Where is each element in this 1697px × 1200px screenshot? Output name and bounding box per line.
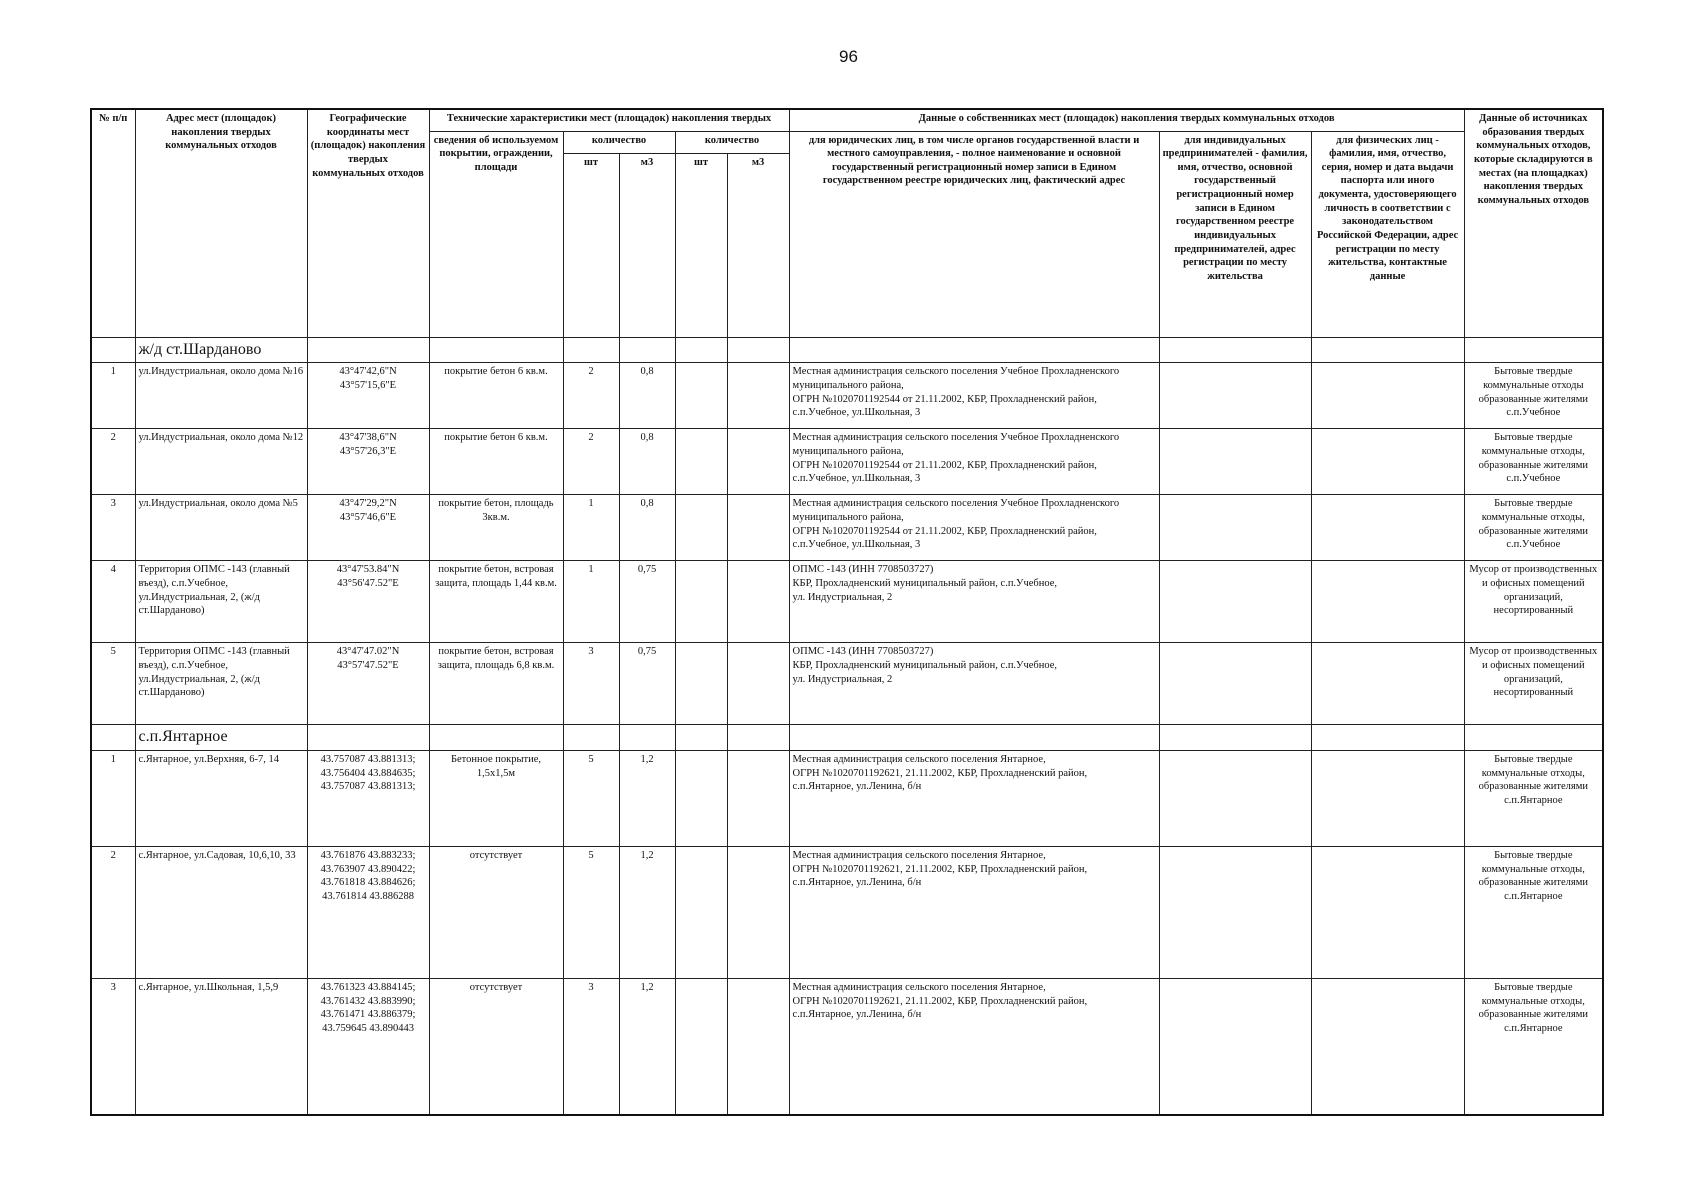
qty-sht2-cell (675, 363, 727, 429)
legal-owner-cell: Местная администрация сельского поселения Янтарное, ОГРН №1020701192621, 21.11.2002, КБР, Прохладненский район, с.п.Янтарное, ул.Ленина, б/н (789, 979, 1159, 1115)
table-row (91, 495, 1603, 561)
header-ip: для индивидуальных предпринимателей - фамилия, имя, отчество, основной государственный регистрационный номер записи в Едином государственном реестре индивидуальных предпринимателей, адрес регистрации по месту жительства (1159, 131, 1311, 337)
qty-m3-cell: 0,8 (619, 429, 675, 495)
legal-owner-cell: Местная администрация сельского поселения Янтарное, ОГРН №1020701192621, 21.11.2002, КБР, Прохладненский район, с.п.Янтарное, ул.Ленина, б/н (789, 751, 1159, 847)
table-row (91, 979, 1603, 1115)
section-empty-cell (563, 725, 619, 751)
qty-sht2-cell (675, 495, 727, 561)
qty-sht2-cell (675, 979, 727, 1115)
phys-owner-cell (1311, 847, 1464, 979)
table-row (91, 429, 1603, 495)
address-cell: Территория ОПМС -143 (главный въезд), с.п.Учебное, ул.Индустриальная, 2, (ж/д ст.Шарданово) (135, 561, 307, 643)
ip-owner-cell (1159, 495, 1311, 561)
address-cell: ул.Индустриальная, около дома №5 (135, 495, 307, 561)
qty-m3-cell: 0,8 (619, 363, 675, 429)
qty-sht-cell: 1 (563, 561, 619, 643)
table-row (91, 847, 1603, 979)
qty-m3-cell: 1,2 (619, 751, 675, 847)
qty-m3-2-cell (727, 643, 789, 725)
section-empty-cell (307, 725, 429, 751)
address-cell: ул.Индустриальная, около дома №12 (135, 429, 307, 495)
qty-sht-cell: 3 (563, 643, 619, 725)
header-tech: Технические характеристики мест (площадок) накопления твердых (429, 109, 789, 131)
ip-owner-cell (1159, 751, 1311, 847)
coords-cell: 43.761323 43.884145; 43.761432 43.883990; 43.761471 43.886379; 43.759645 43.890443 (307, 979, 429, 1115)
table-row (91, 561, 1603, 643)
qty-sht2-cell (675, 643, 727, 725)
header-surface: сведения об используемом покрытии, ограждении, площади (429, 131, 563, 337)
header-m3-2: м3 (727, 153, 789, 337)
table-body (91, 337, 1603, 1115)
surface-cell: покрытие бетон, встровая защита, площадь 6,8 кв.м. (429, 643, 563, 725)
coords-cell: 43°47'53.84"N 43°56'47.52"E (307, 561, 429, 643)
section-empty-cell (563, 337, 619, 363)
header-phys: для физических лиц - фамилия, имя, отчество, серия, номер и дата выдачи паспорта или иного документа, удостоверяющего личность в соответствии с законодательством Российской Федерации, адрес регистрации по месту жительства, контактные данные (1311, 131, 1464, 337)
header-m3: м3 (619, 153, 675, 337)
surface-cell: покрытие бетон, встровая защита, площадь 1,44 кв.м. (429, 561, 563, 643)
header-qty-placed: количество (563, 131, 675, 153)
legal-owner-cell: ОПМС -143 (ИНН 7708503727) КБР, Прохладненский муниципальный район, с.п.Учебное, ул. Индустриальная, 2 (789, 643, 1159, 725)
row-number: 1 (91, 751, 135, 847)
row-number: 2 (91, 429, 135, 495)
qty-m3-2-cell (727, 751, 789, 847)
ip-owner-cell (1159, 643, 1311, 725)
legal-owner-cell: Местная администрация сельского поселения Янтарное, ОГРН №1020701192621, 21.11.2002, КБР, Прохладненский район, с.п.Янтарное, ул.Ленина, б/н (789, 847, 1159, 979)
qty-m3-2-cell (727, 363, 789, 429)
qty-sht2-cell (675, 847, 727, 979)
phys-owner-cell (1311, 495, 1464, 561)
section-title: ж/д ст.Шарданово (135, 337, 307, 363)
legal-owner-cell: Местная администрация сельского поселения Учебное Прохладненского муниципального района, ОГРН №1020701192544 от 21.11.2002, КБР, Прохладненский район, с.п.Учебное, ул.Школьная, 3 (789, 363, 1159, 429)
source-cell: Мусор от производственных и офисных помещений организаций, несортированный (1464, 643, 1603, 725)
section-empty-cell (1311, 725, 1464, 751)
section-header-row (91, 337, 1603, 363)
section-empty-cell (619, 337, 675, 363)
legal-owner-cell: Местная администрация сельского поселения Учебное Прохладненского муниципального района, ОГРН №1020701192544 от 21.11.2002, КБР, Прохладненский район, с.п.Учебное, ул.Школьная, 3 (789, 495, 1159, 561)
surface-cell: отсутствует (429, 847, 563, 979)
header-legal: для юридических лиц, в том числе органов государственной власти и местного самоуправления, - полное наименование и основной государственный регистрационный номер записи в Едином государственном реестре юридических лиц, фактический адрес (789, 131, 1159, 337)
address-cell: Территория ОПМС -143 (главный въезд), с.п.Учебное, ул.Индустриальная, 2, (ж/д ст.Шарданово) (135, 643, 307, 725)
ip-owner-cell (1159, 561, 1311, 643)
qty-m3-cell: 0,8 (619, 495, 675, 561)
address-cell: с.Янтарное, ул.Садовая, 10,6,10, 33 (135, 847, 307, 979)
address-cell: ул.Индустриальная, около дома №16 (135, 363, 307, 429)
source-cell: Бытовые твердые коммунальные отходы образованные жителями с.п.Учебное (1464, 363, 1603, 429)
waste-sites-register-table (90, 108, 1604, 1116)
section-empty-cell (789, 337, 1159, 363)
phys-owner-cell (1311, 429, 1464, 495)
address-cell: с.Янтарное, ул.Школьная, 1,5,9 (135, 979, 307, 1115)
section-header-row (91, 725, 1603, 751)
section-empty-cell (619, 725, 675, 751)
header-sht: шт (563, 153, 619, 337)
section-empty-cell (91, 725, 135, 751)
address-cell: с.Янтарное, ул.Верхняя, 6-7, 14 (135, 751, 307, 847)
header-owners: Данные о собственниках мест (площадок) накопления твердых коммунальных отходов (789, 109, 1464, 131)
qty-sht-cell: 5 (563, 751, 619, 847)
qty-m3-cell: 0,75 (619, 643, 675, 725)
surface-cell: отсутствует (429, 979, 563, 1115)
qty-sht-cell: 3 (563, 979, 619, 1115)
phys-owner-cell (1311, 979, 1464, 1115)
coords-cell: 43°47'42,6"N 43°57'15,6"E (307, 363, 429, 429)
ip-owner-cell (1159, 979, 1311, 1115)
phys-owner-cell (1311, 363, 1464, 429)
section-empty-cell (429, 337, 563, 363)
qty-sht-cell: 5 (563, 847, 619, 979)
table-row (91, 643, 1603, 725)
table-row (91, 751, 1603, 847)
section-empty-cell (1311, 337, 1464, 363)
header-qty-planned: количество (675, 131, 789, 153)
legal-owner-cell: ОПМС -143 (ИНН 7708503727) КБР, Прохладненский муниципальный район, с.п.Учебное, ул. Индустриальная, 2 (789, 561, 1159, 643)
surface-cell: покрытие бетон, площадь 3кв.м. (429, 495, 563, 561)
qty-m3-2-cell (727, 429, 789, 495)
section-empty-cell (675, 337, 727, 363)
row-number: 3 (91, 979, 135, 1115)
ip-owner-cell (1159, 429, 1311, 495)
phys-owner-cell (1311, 643, 1464, 725)
source-cell: Бытовые твердые коммунальные отходы, образованные жителями с.п.Учебное (1464, 495, 1603, 561)
surface-cell: Бетонное покрытие, 1,5х1,5м (429, 751, 563, 847)
surface-cell: покрытие бетон 6 кв.м. (429, 363, 563, 429)
qty-sht-cell: 1 (563, 495, 619, 561)
qty-sht-cell: 2 (563, 363, 619, 429)
section-empty-cell (307, 337, 429, 363)
section-empty-cell (1159, 725, 1311, 751)
qty-sht-cell: 2 (563, 429, 619, 495)
qty-m3-cell: 1,2 (619, 847, 675, 979)
header-sources: Данные об источниках образования твердых коммунальных отходов, которые складируются в местах (на площадках) накопления твердых коммунальных отходов (1464, 109, 1603, 337)
coords-cell: 43°47'38,6"N 43°57'26,3"E (307, 429, 429, 495)
header-num: № п/п (91, 109, 135, 337)
qty-sht2-cell (675, 429, 727, 495)
coords-cell: 43.757087 43.881313; 43.756404 43.884635; 43.757087 43.881313; (307, 751, 429, 847)
row-number: 5 (91, 643, 135, 725)
header-address: Адрес мест (площадок) накопления твердых коммунальных отходов (135, 109, 307, 337)
header-sht2: шт (675, 153, 727, 337)
ip-owner-cell (1159, 847, 1311, 979)
section-empty-cell (727, 337, 789, 363)
section-empty-cell (789, 725, 1159, 751)
surface-cell: покрытие бетон 6 кв.м. (429, 429, 563, 495)
qty-sht2-cell (675, 751, 727, 847)
qty-sht2-cell (675, 561, 727, 643)
qty-m3-2-cell (727, 561, 789, 643)
coords-cell: 43°47'47.02"N 43°57'47.52"E (307, 643, 429, 725)
qty-m3-2-cell (727, 847, 789, 979)
source-cell: Бытовые твердые коммунальные отходы, образованные жителями с.п.Янтарное (1464, 751, 1603, 847)
source-cell: Бытовые твердые коммунальные отходы, образованные жителями с.п.Учебное (1464, 429, 1603, 495)
source-cell: Бытовые твердые коммунальные отходы, образованные жителями с.п.Янтарное (1464, 847, 1603, 979)
section-empty-cell (727, 725, 789, 751)
qty-m3-2-cell (727, 495, 789, 561)
section-title: с.п.Янтарное (135, 725, 307, 751)
section-empty-cell (91, 337, 135, 363)
phys-owner-cell (1311, 561, 1464, 643)
row-number: 2 (91, 847, 135, 979)
legal-owner-cell: Местная администрация сельского поселения Учебное Прохладненского муниципального района, ОГРН №1020701192544 от 21.11.2002, КБР, Прохладненский район, с.п.Учебное, ул.Школьная, 3 (789, 429, 1159, 495)
source-cell: Мусор от производственных и офисных помещений организаций, несортированный (1464, 561, 1603, 643)
ip-owner-cell (1159, 363, 1311, 429)
row-number: 1 (91, 363, 135, 429)
section-empty-cell (429, 725, 563, 751)
qty-m3-2-cell (727, 979, 789, 1115)
source-cell: Бытовые твердые коммунальные отходы, образованные жителями с.п.Янтарное (1464, 979, 1603, 1115)
section-empty-cell (1464, 337, 1603, 363)
table-row (91, 363, 1603, 429)
row-number: 4 (91, 561, 135, 643)
coords-cell: 43°47'29,2"N 43°57'46,6"E (307, 495, 429, 561)
page-number: 96 (839, 47, 858, 66)
qty-m3-cell: 1,2 (619, 979, 675, 1115)
section-empty-cell (1464, 725, 1603, 751)
section-empty-cell (1159, 337, 1311, 363)
qty-m3-cell: 0,75 (619, 561, 675, 643)
phys-owner-cell (1311, 751, 1464, 847)
section-empty-cell (675, 725, 727, 751)
header-coords: Географические координаты мест (площадок) накопления твердых коммунальных отходов (307, 109, 429, 337)
coords-cell: 43.761876 43.883233; 43.763907 43.890422; 43.761818 43.884626; 43.761814 43.886288 (307, 847, 429, 979)
row-number: 3 (91, 495, 135, 561)
